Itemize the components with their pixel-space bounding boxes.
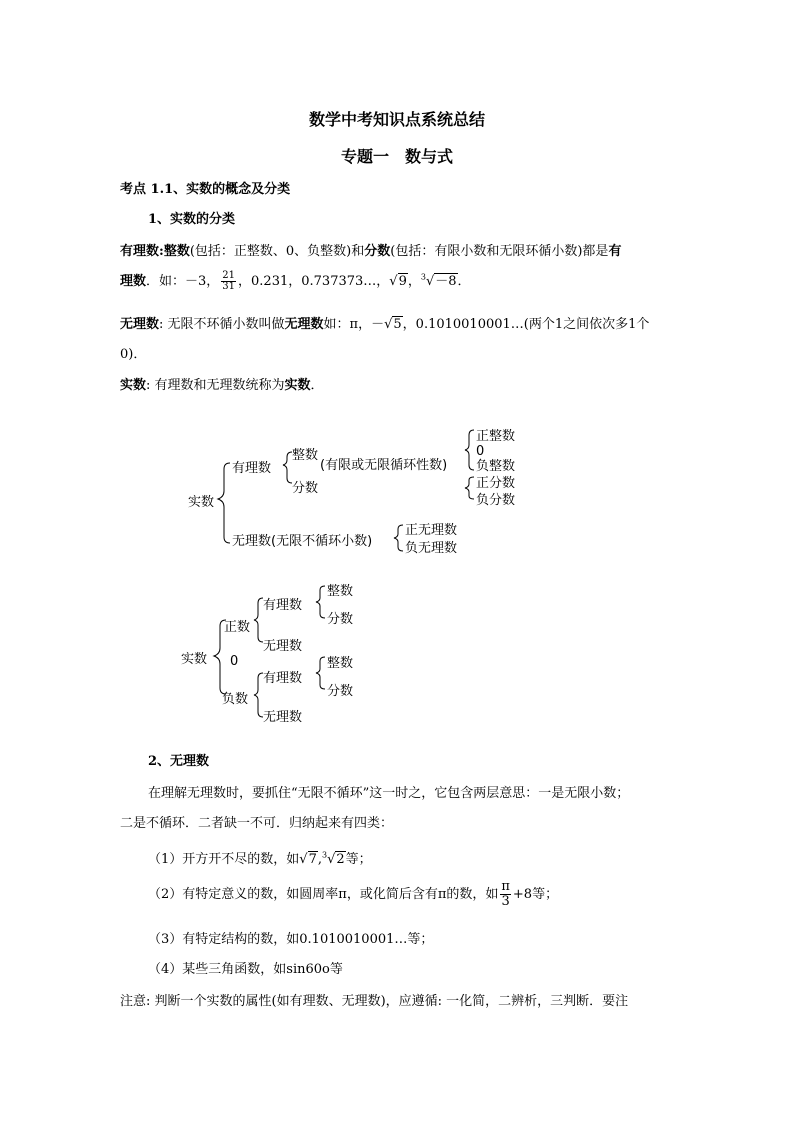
brace-positive-2: [254, 598, 263, 642]
t1-rational: 有理数: [232, 461, 272, 476]
brace-negative-2: [254, 673, 263, 717]
t2-fraction-pos: 分数: [327, 612, 354, 627]
irrational-definition-line2: 0)．: [120, 347, 147, 362]
sqrt-5: √5: [384, 317, 402, 332]
real-definition: 实数: 有理数和无理数统称为实数．: [120, 378, 324, 393]
kaodian-heading: 考点 1.1、实数的概念及分类: [120, 182, 291, 197]
t1-zero: 0: [476, 444, 485, 459]
t2-negative: 负数: [222, 692, 249, 707]
t2-irrational-neg: 无理数: [263, 710, 303, 725]
document-subtitle: 专题一 数与式: [340, 147, 453, 166]
list-item-3: （3）有特定结构的数，如0.1010010001…等；: [148, 932, 434, 947]
t1-irrational: 无理数(无限不循环小数): [232, 534, 373, 549]
t1-integer: 整数: [292, 448, 319, 463]
brace-rational-neg-2: [316, 657, 325, 689]
fraction-pi-3: $\frac{\pi}{3}$: [501, 879, 510, 909]
rational-definition-line1: 有理数:整数(包括：正整数、0、负整数)和分数(包括：有限小数和无限环循小数)都是有: [120, 244, 622, 259]
brace-rational-pos-2: [316, 586, 325, 618]
t2-fraction-neg: 分数: [327, 684, 354, 699]
section-1-heading: 1、实数的分类: [148, 212, 236, 227]
note-paragraph: 注意: 判断一个实数的属性(如有理数、无理数)，应遵循: 一化简，二辨析，三判断．要注: [120, 994, 629, 1009]
t2-integer-pos: 整数: [327, 584, 354, 599]
t1-pos-int: 正整数: [476, 429, 516, 444]
list-item-1: （1）开方开不尽的数，如√7,$^3$√2等；: [148, 850, 372, 867]
term-fraction: 分数: [364, 244, 391, 259]
cbrt-2: $^3$√2: [322, 850, 345, 867]
list-item-2: （2）有特定意义的数，如圆周率π，或化简后含有π的数，如 $\frac{\pi}{3}$ +8等；: [148, 879, 559, 909]
list-item-4: （4）某些三角函数，如sin60o等: [148, 962, 343, 977]
cbrt-neg8: $^3$√－8: [420, 272, 457, 289]
t2-rational-neg: 有理数: [263, 671, 303, 686]
sqrt-7: √7: [299, 852, 317, 867]
t1-neg-irr: 负无理数: [405, 541, 458, 556]
t1-pos-irr: 正无理数: [405, 523, 458, 538]
document-title: 数学中考知识点系统总结: [308, 110, 485, 129]
t1-neg-int: 负整数: [476, 459, 516, 474]
t2-zero: 0: [230, 654, 239, 669]
t1-integer-note: (有限或无限循环性数): [320, 458, 448, 473]
t1-pos-frac: 正分数: [476, 476, 516, 491]
sqrt-9: √9: [389, 274, 407, 289]
section-2-heading: 2、无理数: [148, 754, 210, 769]
term-integer: 整数: [163, 244, 190, 259]
irrational-paragraph-2: 二是不循环．二者缺一不可．归纳起来有四类：: [120, 816, 394, 831]
t1-neg-frac: 负分数: [476, 493, 516, 508]
t1-root: 实数: [188, 495, 215, 510]
t2-irrational-pos: 无理数: [263, 639, 303, 654]
fraction-21-31: $\frac{21}{31}$: [222, 270, 236, 292]
t2-positive: 正数: [224, 620, 251, 635]
irrational-paragraph-1: 在理解无理数时，要抓住“无限不循环”这一时之，它包含两层意思：一是无限小数；: [148, 786, 630, 801]
t1-fraction: 分数: [292, 481, 319, 496]
term-rational: 有理数: [120, 244, 160, 259]
t2-root: 实数: [181, 652, 208, 667]
t2-rational-pos: 有理数: [263, 598, 303, 613]
irrational-definition-line1: 无理数: 无限不环循小数叫做无理数如：π，－√5，0.1010010001…(两个1之间依次多1个: [120, 317, 650, 332]
rational-definition-line2: 理数．如：－3， $\frac{21}{31}$ ，0.231，0.737373…，√9，$^3$√－8．: [120, 270, 471, 292]
t2-integer-neg: 整数: [327, 656, 354, 671]
